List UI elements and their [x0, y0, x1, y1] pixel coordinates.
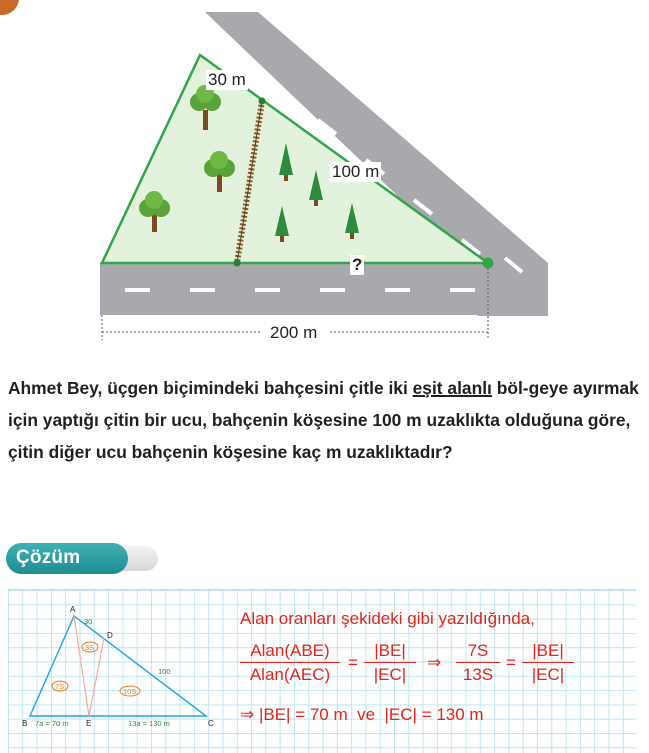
- label-100m: 100 m: [332, 162, 380, 181]
- label-200m: 200 m: [270, 323, 318, 342]
- fraction-length-ratio: [364, 640, 416, 687]
- solution-button[interactable]: [6, 543, 158, 574]
- solution-fraction-row: [240, 640, 640, 692]
- fraction-area-den: Alan(AEC): [249, 665, 331, 684]
- mini-area-top: 3S: [85, 643, 95, 652]
- question-part1: Ahmet Bey, üçgen biçimindeki bahçesini çitle iki: [8, 378, 413, 398]
- fraction-length-den: |EC|: [373, 665, 407, 684]
- mini-label-dc: 100: [158, 667, 171, 676]
- equals-sign-2: =: [506, 653, 516, 672]
- implies-arrow: ⇒: [427, 653, 442, 672]
- mini-label-ad: 30: [84, 617, 93, 626]
- fraction-area-ratio: [240, 640, 340, 687]
- mini-area-right: 10S: [123, 687, 137, 696]
- question-part2: böl-geye ayırmak için yaptığı çitin bir ucu, bahçenin köşesine 100 m uzaklıkta olduğuna göre, çitin diğer ucu bahçenin köşesine kaç m uzaklıktadır?: [8, 378, 639, 462]
- solution-line-1: Alan oranları şekideki gibi yazıldığında,: [240, 609, 535, 628]
- equals-sign-1: =: [348, 653, 358, 672]
- fraction-s-ratio: [456, 640, 500, 687]
- corner-badge-icon: [0, 0, 19, 15]
- fraction-s-num: 7S: [456, 640, 500, 663]
- mini-label-ec: 13a = 130 m: [128, 719, 170, 728]
- fraction-length-den-2: |EC|: [531, 665, 565, 684]
- garden-illustration: [0, 0, 649, 360]
- mini-triangle: [30, 616, 206, 716]
- label-30m: 30 m: [208, 70, 246, 89]
- solution-result-line: ⇒ |BE| = 70 m ve |EC| = 130 m: [240, 705, 484, 724]
- label-unknown: ?: [352, 255, 363, 274]
- fraction-length-num-2: |BE|: [522, 640, 574, 663]
- solution-triangle-figure: [8, 600, 223, 740]
- question-underlined: eşit alanlı: [412, 378, 492, 398]
- garden-corner-point: [483, 258, 494, 269]
- fence-end-bottom: [234, 260, 241, 267]
- fraction-length-num: |BE|: [364, 640, 416, 663]
- fence-end-top: [259, 98, 266, 105]
- mini-vertex-b: B: [22, 719, 28, 728]
- fraction-length-ratio-2: [522, 640, 574, 687]
- mini-segment-ae: [74, 616, 89, 716]
- mini-vertex-a: A: [70, 605, 76, 614]
- question-text: [8, 372, 640, 468]
- mini-vertex-d: D: [107, 631, 113, 640]
- fraction-s-den: 13S: [462, 665, 494, 684]
- mini-vertex-c: C: [208, 719, 214, 728]
- fraction-area-num: Alan(ABE): [240, 640, 340, 663]
- mini-area-left: 7S: [55, 682, 65, 691]
- mini-label-be: 7a = 70 m: [35, 719, 69, 728]
- solution-button-label: Çözüm: [16, 547, 81, 568]
- mini-vertex-e: E: [86, 719, 92, 728]
